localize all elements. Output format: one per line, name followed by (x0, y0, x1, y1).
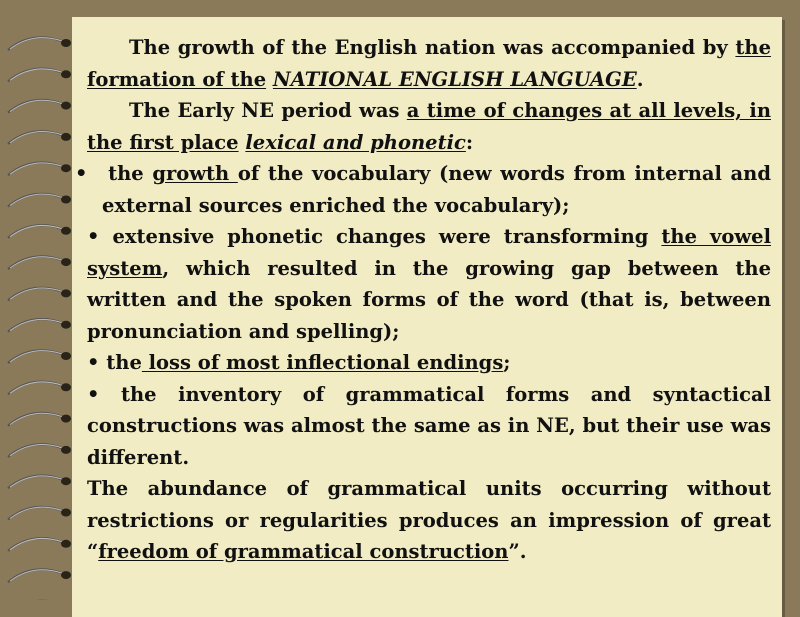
bullet-icon: • (87, 225, 100, 248)
bullet-item-vocabulary: • the growth of the vocabulary (new words from internal and external sources enriched the vocabulary); (75, 162, 771, 217)
spiral-binding (0, 0, 100, 600)
slide-text (75, 32, 771, 568)
underlined-phrase: a time of changes at all levels, in the first place (87, 99, 771, 154)
spiral-coil (8, 131, 71, 144)
underlined-phrase: NATIONAL ENGLISH LANGUAGE (272, 67, 637, 91)
underlined-phrase: lexical and phonetic (245, 130, 466, 154)
bullet-icon: • (75, 162, 88, 185)
underlined-phrase: the vowel system (87, 225, 771, 280)
spiral-coil (8, 194, 71, 207)
spiral-coil (8, 538, 71, 551)
spiral-coil (8, 37, 71, 50)
underlined-phrase: loss of most inflectional endings (141, 351, 504, 374)
spiral-coil (8, 163, 71, 176)
bullet-item-grammar: • the inventory of grammatical forms and syntactical constructions was almost the same as in NE, but their use was different. (87, 382, 771, 469)
bullet-item-phonetic: • extensive phonetic changes were transforming the vowel system, which resulted in the growing gap between the written and the spoken forms of the word (that is, between pronunciation and spelling); (87, 225, 771, 343)
underlined-phrase: freedom of grammatical construction (98, 540, 509, 563)
bullet-item-inflections: • the loss of most inflectional endings; (87, 351, 511, 374)
spiral-coil (8, 476, 71, 489)
spiral-coil (8, 225, 71, 238)
spiral-coil (8, 319, 71, 332)
paragraph-early-ne-period: The Early NE period was a time of changes at all levels, in the first place lexical and phonetic: (87, 99, 771, 154)
spiral-coil (8, 413, 71, 426)
underlined-phrase: growth (152, 162, 238, 185)
spiral-coil (8, 569, 71, 582)
spiral-coil (8, 444, 71, 457)
bullet-icon: • (87, 382, 100, 406)
paragraph-national-language: The growth of the English nation was accompanied by the formation of the NATIONAL ENGLISH LANGUAGE. (87, 36, 771, 91)
underlined-phrase: the formation of the (87, 36, 771, 91)
bullet-icon: • (87, 351, 100, 374)
spiral-coil (8, 100, 71, 113)
spiral-coil (8, 288, 71, 301)
spiral-coil (8, 256, 71, 269)
spiral-coil (8, 507, 71, 520)
paragraph-freedom: The abundance of grammatical units occurring without restrictions or regularities produces an impression of great “freedom of grammatical construction”. (87, 477, 771, 563)
spiral-coil (8, 350, 71, 363)
spiral-coil (8, 69, 71, 82)
spiral-coil (8, 382, 71, 395)
